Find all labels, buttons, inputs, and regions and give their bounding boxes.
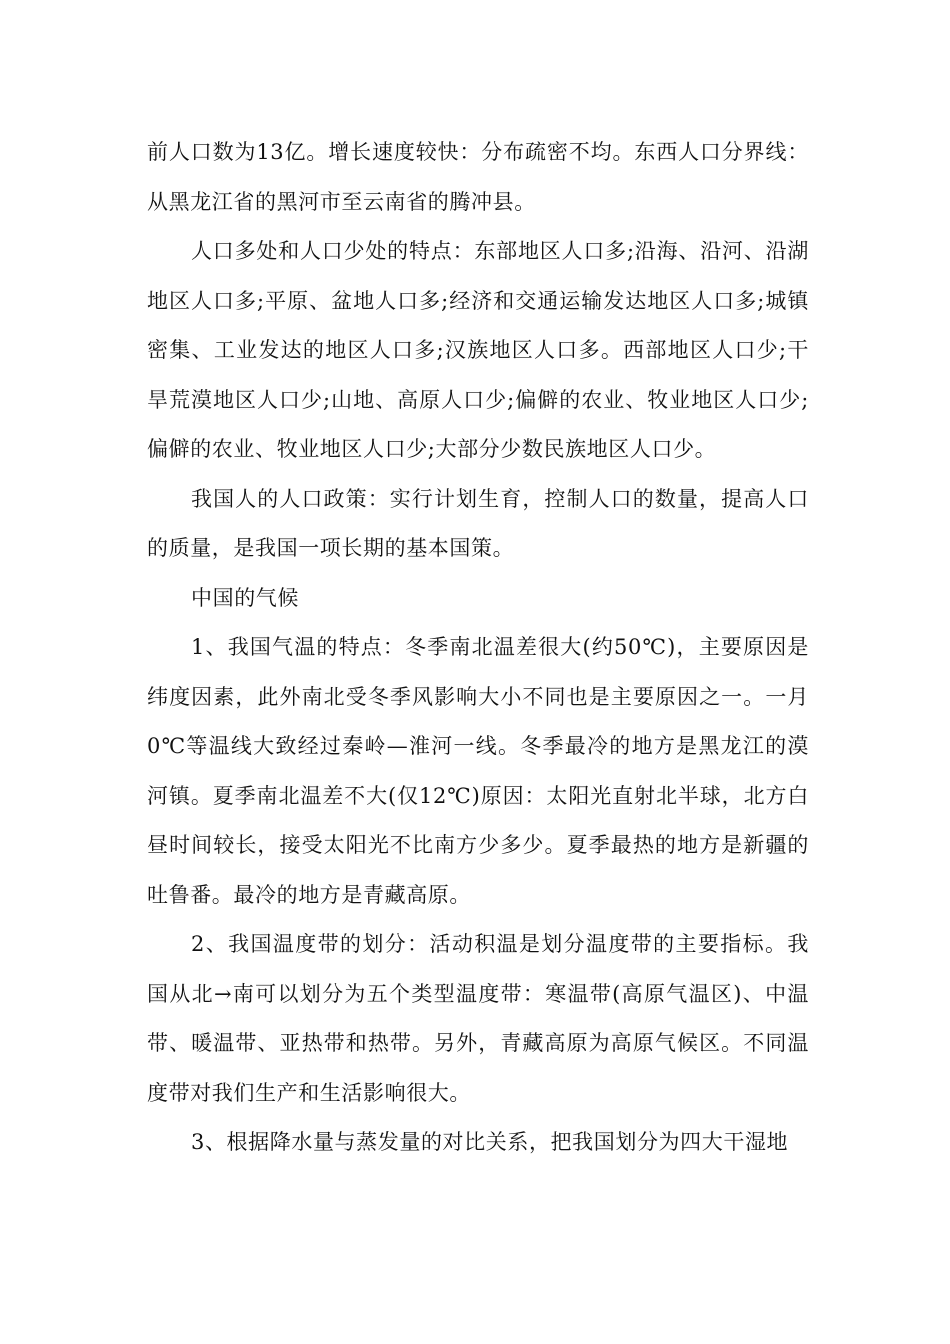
paragraph-dry-wet-regions: 3、根据降水量与蒸发量的对比关系，把我国划分为四大干湿地 [191,1130,789,1154]
section-heading-climate: 中国的气候 [191,585,299,610]
paragraph-temperature-features: 1、我国气温的特点：冬季南北温差很大(约50℃)，主要原因是纬度因素，此外南北受冬季风影响大小不同也是主要原因之一。一月0℃等温线大致经过秦岭—淮河一线。冬季最冷的地方是黑龙江的漠河镇。夏季南北温差不大(仅12℃)原因：太阳光直射北半球，北方白昼时间较长，接受太阳光不比南方少多少。夏季最热的地方是新疆的吐鲁番。最冷的地方是青藏高原。 [147,635,809,907]
paragraph-population-distribution: 人口多处和人口少处的特点：东部地区人口多;沿海、沿河、沿湖地区人口多;平原、盆地人口多;经济和交通运输发达地区人口多;城镇密集、工业发达的地区人口多;汉族地区人口多。西部地区人口少;干旱荒漠地区人口少;山地、高原人口少;偏僻的农业、牧业地区人口少;偏僻的农业、牧业地区人口少;大部分少数民族地区人口少。 [147,239,809,461]
paragraph-population-count: 前人口数为13亿。增长速度较快：分布疏密不均。东西人口分界线：从黑龙江省的黑河市至云南省的腾冲县。 [147,140,809,214]
paragraph-temperature-zones: 2、我国温度带的划分：活动积温是划分温度带的主要指标。我国从北→南可以划分为五个类型温度带：寒温带(高原气温区)、中温带、暖温带、亚热带和热带。另外，青藏高原为高原气候区。不同温度带对我们生产和生活影响很大。 [147,932,809,1105]
document-body [147,128,809,1168]
paragraph-population-policy: 我国人的人口政策：实行计划生育，控制人口的数量，提高人口的质量，是我国一项长期的基本国策。 [147,486,809,560]
